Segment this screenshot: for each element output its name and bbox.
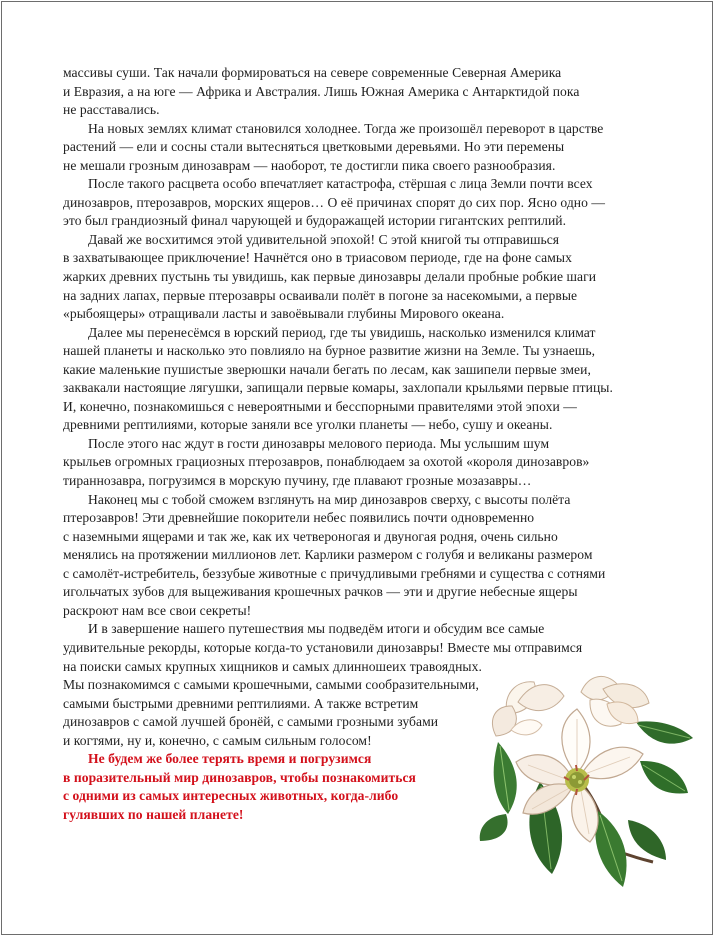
text-line: птерозавров! Эти древнейшие покорители небес появились почти одновременно	[63, 510, 535, 526]
text-line: растений — ели и сосны стали вытесняться цветковыми деревьями. Но эти перемены	[63, 139, 565, 155]
text-line: не мешали грозным динозаврам — наоборот, те достигли пика своего разнообразия.	[63, 157, 556, 173]
paragraph-start-line: Давай же восхитимся этой удивительной эпохой! С этой книгой ты отправишься	[88, 231, 560, 247]
text-line: и когтями, ну и, конечно, с самым сильным голосом!	[63, 732, 372, 748]
text-line: крыльев огромных грациозных птерозавров, понаблюдаем за охотой «короля динозавров»	[63, 454, 590, 470]
text-line: раскроют нам все свои секреты!	[63, 602, 252, 618]
highlight-line: Не будем же более терять время и погрузимся	[88, 751, 372, 767]
text-line: И, конечно, познакомишься с невероятными и бесспорными правителями этой эпохи —	[63, 398, 577, 414]
highlight-line: в поразительный мир динозавров, чтобы познакомиться	[63, 769, 416, 785]
text-line: с самолёт-истребитель, беззубые животные с причудливыми гребнями и существа с сотнями	[63, 565, 606, 581]
text-line: тираннозавра, погрузимся в морскую пучину, где плавают грозные мозазавры…	[63, 473, 532, 489]
text-line: на поиски самых крупных хищников и самых длинношеих травоядных.	[63, 658, 482, 674]
text-line: древними рептилиями, которые заняли все уголки планеты — небо, сушу и океаны.	[63, 417, 553, 433]
paragraph-start-line: Далее мы перенесёмся в юрский период, где ты увидишь, насколько изменился климат	[88, 324, 596, 340]
text-line: Мы познакомимся с самыми крошечными, самыми сообразительными,	[63, 677, 479, 693]
text-line: с наземными ящерами и так же, как их четвероногая и двуногая родня, очень сильно	[63, 528, 558, 544]
magnolia-flower-icon	[478, 664, 698, 894]
paragraph-start-line: И в завершение нашего путешествия мы подведём итоги и обсудим все самые	[88, 621, 545, 637]
highlight-line: гулявших по нашей планете!	[63, 806, 244, 822]
text-line: динозавров с самой лучшей бронёй, с самыми грозными зубами	[63, 714, 439, 730]
text-line: самыми быстрыми древними рептилиями. А также встретим	[63, 695, 419, 711]
paragraph-start-line: После этого нас ждут в гости динозавры мелового периода. Мы услышим шум	[88, 435, 550, 451]
text-line: это был грандиозный финал чарующей и будоражащей истории гигантских рептилий.	[63, 213, 567, 229]
text-line: в захватывающее приключение! Начнётся оно в триасовом периоде, где на фоне самых	[63, 250, 572, 266]
text-line: жарких древних пустынь ты увидишь, как первые динозавры делали пробные робкие шаги	[63, 269, 597, 285]
text-line: какие маленькие пушистые зверюшки начали бегать по лесам, как зашипели первые змеи,	[63, 361, 591, 377]
paragraph-start-line: На новых землях климат становился холоднее. Тогда же произошёл переворот в царстве	[88, 120, 604, 136]
text-line: «рыбоящеры» отращивали ласты и завоёвывали глубины Мирового океана.	[63, 306, 505, 322]
text-line: не расставались.	[63, 102, 160, 118]
text-line: заквакали настоящие лягушки, запищали первые комары, захлопали крыльями первые птицы.	[63, 380, 613, 396]
text-line: динозавров, птерозавров, морских ящеров… О её причинах спорят до сих пор. Ясно одно —	[63, 194, 606, 210]
paragraph-start-line: Наконец мы с тобой сможем взглянуть на мир динозавров сверху, с высоты полёта	[88, 491, 571, 507]
paragraph-start-line: После такого расцвета особо впечатляет катастрофа, стёршая с лица Земли почти всех	[88, 176, 593, 192]
text-line: на задних лапах, первые птерозавры осваивали полёт в погоне за насекомыми, а первые	[63, 287, 578, 303]
text-line: массивы суши. Так начали формироваться на севере современные Северная Америка	[63, 65, 562, 80]
text-line: и Евразия, а на юге — Африка и Австралия. Лишь Южная Америка с Антарктидой пока	[63, 83, 580, 99]
text-line: нашей планеты и насколько это повлияло на бурное развитие жизни на Земле. Ты узнаешь,	[63, 343, 596, 359]
text-line: менялись на протяжении миллионов лет. Карлики размером с голубя и великаны размером	[63, 547, 593, 563]
text-line: удивительные рекорды, которые когда-то установили динозавры! Вместе мы отправимся	[63, 639, 583, 655]
highlight-line: с одними из самых интересных животных, когда-либо	[63, 788, 399, 804]
text-line: игольчатых зубов для выцеживания крошечных рачков — эти и другие небесные ящеры	[63, 584, 578, 600]
